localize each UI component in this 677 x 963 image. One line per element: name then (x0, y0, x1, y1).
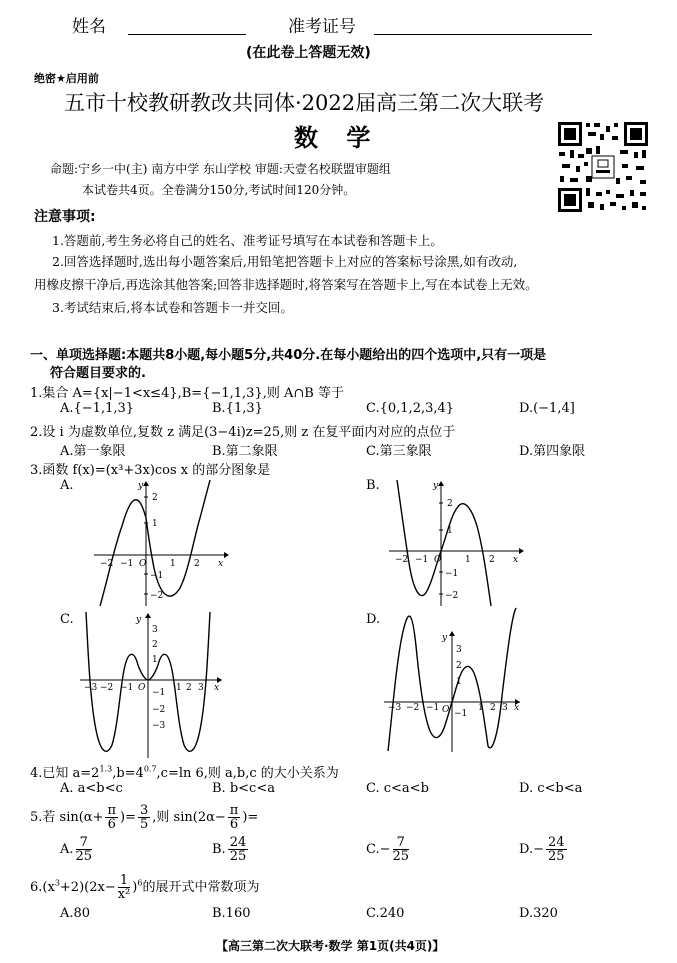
svg-text:x: x (214, 683, 220, 693)
svg-text:1: 1 (170, 559, 176, 569)
svg-text:2: 2 (490, 703, 496, 713)
invalid-note: (在此卷上答题无效) (246, 45, 371, 61)
authors-line: 命题:宁乡一中(主) 南方中学 东山学校 审题:天壹名校联盟审题组 (50, 162, 391, 176)
section-heading-cont: 符合题目要求的. (50, 366, 146, 381)
q3-graph-c (76, 610, 226, 760)
q1-option-b: B.{1,3} (212, 401, 263, 416)
svg-text:x: x (218, 559, 224, 569)
q1-option-c: C.{0,1,2,3,4} (366, 401, 455, 416)
q3-stem: 3.函数 f(x)=(x³+3x)cos x 的部分图象是 (30, 463, 271, 478)
svg-text:y: y (136, 615, 142, 625)
qr-code-icon (556, 120, 650, 214)
q5-stem: 5.若 sin(α+ $\frac{\pi}{6}$ )= $\frac{3}{5}$ ,则 sin(2α− $\frac{\pi}{6}$ )= (30, 803, 259, 832)
svg-text:x: x (514, 703, 520, 713)
svg-text:3: 3 (456, 645, 462, 655)
secret-mark: 绝密★启用前 (34, 72, 99, 85)
svg-text:−1: −1 (152, 688, 166, 698)
name-blank (128, 34, 246, 35)
q2-stem: 2.设 i 为虚数单位,复数 z 满足(3−4i)z=25,则 z 在复平面内对应的点位于 (30, 425, 456, 440)
q2-option-c: C.第三象限 (366, 444, 432, 459)
name-label: 姓名 (72, 17, 106, 37)
svg-text:−1: −1 (120, 559, 134, 569)
svg-text:−3: −3 (84, 683, 98, 693)
svg-text:−1: −1 (120, 683, 134, 693)
q3-label-d: D. (366, 612, 381, 627)
svg-text:−2: −2 (406, 703, 420, 713)
svg-text:−2: −2 (150, 591, 164, 601)
svg-text:1: 1 (456, 677, 462, 687)
q3-graph-b (385, 478, 525, 608)
q2-option-b: B.第二象限 (212, 444, 278, 459)
svg-text:1: 1 (176, 683, 182, 693)
q1-stem: 1.集合 A={x|−1<x≤4},B={−1,1,3},则 A∩B 等于 (30, 386, 344, 401)
svg-text:y: y (442, 633, 448, 643)
q4-option-d: D. c<b<a (519, 781, 583, 796)
q3-label-a: A. (60, 478, 74, 493)
svg-text:−2: −2 (152, 705, 166, 715)
q3-graph-a (90, 478, 230, 608)
q4-option-b: B. b<c<a (212, 781, 275, 796)
q6-option-a: A.80 (60, 906, 91, 921)
q6-option-b: B.160 (212, 906, 251, 921)
svg-text:2: 2 (447, 499, 453, 509)
notice-item-3: 3.考试结束后,将本试卷和答题卡一并交回。 (52, 300, 293, 315)
exam-id-blank (374, 34, 592, 35)
info-line: 本试卷共4页。全卷满分150分,考试时间120分钟。 (82, 183, 356, 197)
q5-option-d: D.− $\frac{24}{25}$ (519, 835, 565, 864)
svg-text:O: O (138, 683, 146, 693)
svg-text:−1: −1 (426, 703, 440, 713)
q3-label-c: C. (60, 612, 74, 627)
q3-graph-d (380, 606, 525, 756)
svg-text:−2: −2 (100, 559, 114, 569)
svg-text:−1: −1 (445, 569, 459, 579)
notice-item-2: 2.回答选择题时,选出每小题答案后,用铅笔把答题卡上对应的答案标号涂黑,如有改动, (52, 254, 518, 269)
svg-text:O: O (442, 705, 450, 715)
svg-text:3: 3 (502, 703, 508, 713)
graph-a-y-label: y (138, 481, 144, 491)
svg-text:−3: −3 (388, 703, 402, 713)
svg-text:1: 1 (465, 555, 471, 565)
svg-text:y: y (433, 481, 439, 491)
svg-text:2: 2 (152, 493, 158, 503)
svg-text:−2: −2 (445, 591, 459, 601)
exam-title: 五市十校教研教改共同体·2022届高三第二次大联考 (64, 91, 545, 115)
q1-option-d: D.(−1,4] (519, 401, 575, 416)
svg-text:−2: −2 (100, 683, 114, 693)
svg-text:x: x (513, 555, 519, 565)
q3-label-b: B. (366, 478, 380, 493)
q1-option-a: A.{−1,1,3} (60, 401, 135, 416)
q6-stem: $6.(x^3+2)(2x-$ $\frac{1}{\text{x²}}$ )$^6$的展开式中常数项为 (30, 873, 260, 902)
q6-option-c: C.240 (366, 906, 405, 921)
q4-option-c: C. c<a<b (366, 781, 429, 796)
svg-text:3: 3 (198, 683, 204, 693)
q2-option-a: A.第一象限 (60, 444, 126, 459)
q4-option-a: A. a<b<c (60, 781, 123, 796)
q2-option-d: D.第四象限 (519, 444, 586, 459)
page-footer: 【高三第二次大联考·数学 第1页(共4页)】 (216, 939, 445, 953)
svg-text:−1: −1 (150, 571, 164, 581)
svg-text:−1: −1 (415, 555, 429, 565)
exam-id-label: 准考证号 (288, 17, 356, 37)
svg-text:−3: −3 (152, 721, 166, 731)
svg-text:O: O (434, 555, 442, 565)
svg-text:2: 2 (194, 559, 200, 569)
notice-item-2-cont: 用橡皮擦干净后,再选涂其他答案;回答非选择题时,将答案写在答题卡上,写在本试卷上无效。 (34, 277, 538, 292)
notice-item-1: 1.答题前,考生务必将自己的姓名、准考证号填写在本试卷和答题卡上。 (52, 233, 443, 248)
q4-stem: 4.已知 $a=2^{1.3},b=4^{0.7},c=\ln$ 6,则 a,b,c 的大小关系为 (30, 764, 339, 781)
svg-text:−2: −2 (395, 555, 409, 565)
svg-text:1: 1 (152, 519, 158, 529)
svg-text:2: 2 (489, 555, 495, 565)
svg-text:2: 2 (152, 640, 158, 650)
svg-text:1: 1 (447, 526, 453, 536)
svg-text:2: 2 (186, 683, 192, 693)
q6-option-d: D.320 (519, 906, 558, 921)
notice-heading: 注意事项: (34, 209, 96, 225)
subject-title: 数 学 (294, 124, 381, 152)
svg-text:1: 1 (152, 655, 158, 665)
svg-text:−1: −1 (454, 709, 468, 719)
svg-text:2: 2 (456, 661, 462, 671)
svg-text:1: 1 (478, 703, 484, 713)
svg-text:3: 3 (152, 625, 158, 635)
q5-option-c: C.− $\frac{7}{25}$ (366, 835, 410, 864)
svg-text:O: O (139, 559, 147, 569)
q5-option-b: B. $\frac{24}{25}$ (212, 835, 247, 864)
section-heading: 一、单项选择题:本题共8小题,每小题5分,共40分.在每小题给出的四个选项中,只有一项是 (30, 348, 547, 363)
q5-option-a: A. $\frac{7}{25}$ (60, 835, 93, 864)
